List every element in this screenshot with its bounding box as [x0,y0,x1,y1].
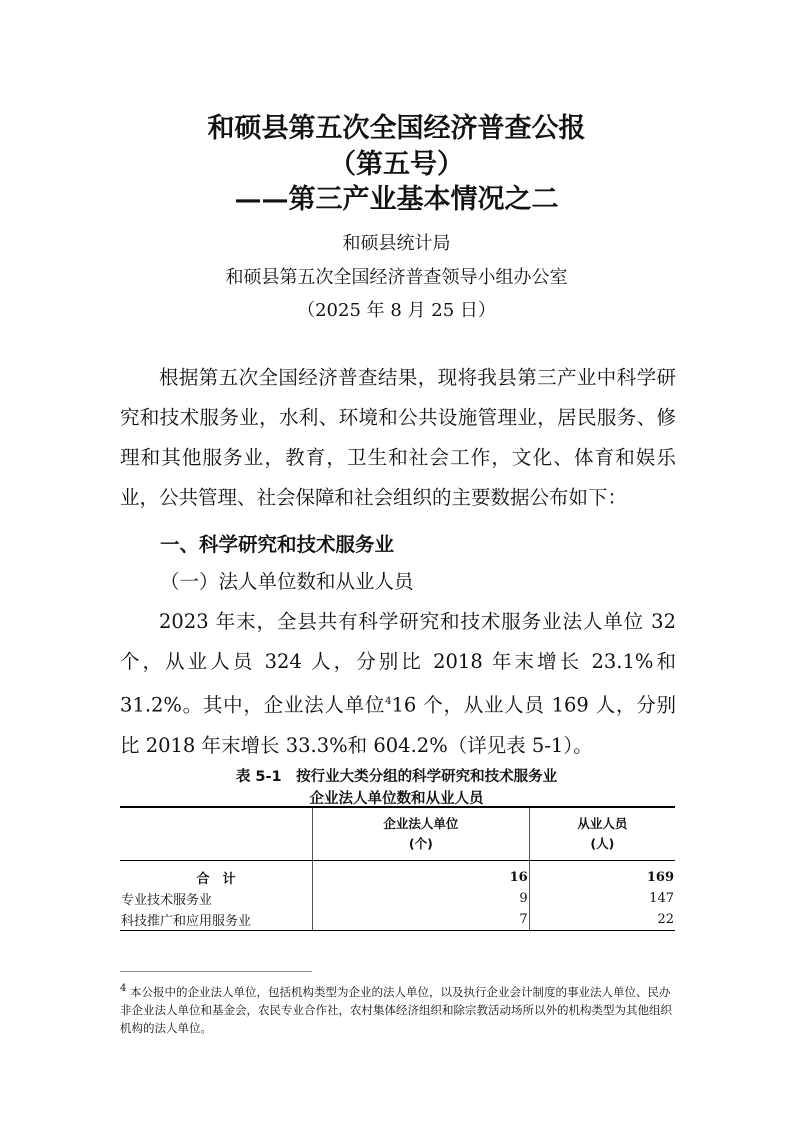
table-title: 表 5-1 按行业大类分组的科学研究和技术服务业 [235,769,558,785]
row-label: 合 计 [196,872,236,887]
table-subtitle: 企业法人单位数和从业人员 [309,791,484,807]
row-label: 专业技术服务业 [121,893,213,908]
issuer-org1: 和硕县统计局 [342,233,451,254]
data-table [120,806,675,931]
table-header-row [120,807,675,861]
intro-paragraph: 根据第五次全国经济普查结果，现将我县第三产业中科学研究和技术服务业，水利、环境和公共设施管理业，居民服务、修理和其他服务业，教育，卫生和社会工作，文化、体育和娱乐业，公共管理、社会保障和社会组织的主要数据公布如下： [120,366,676,509]
table-row [120,909,675,931]
section-heading: 一、科学研究和技术服务业 [160,533,395,556]
para-text: 2023 年末，全县共有科学研究和技术服务业法人单位 32 个，从业人员 324 人，分别比 2018 年末增长 23.1%和 31.2%。其中，企业法人单位 [120,610,676,717]
footnote-ref[interactable]: 4 [385,696,392,707]
para-text: 16 个，从业人员 169 人，分别比 2018 年末增长 33.3%和 604.2%（详见表 5-1）。 [120,693,676,757]
footnote: $^4$ 本公报中的企业法人单位，包括机构类型为企业的法人单位，以及执行企业会计制度的事业法人单位、民办非企业法人单位和基金会，农民专业合作社，农村集体经济组织和除宗教活动场所以外的机构类型为其他组织机构的法人单位。 [120,983,672,1035]
footnote-divider [120,971,312,972]
table-row [120,861,675,889]
table-row [120,888,675,909]
cell-employees: 22 [529,909,675,931]
subsection-heading: （一）法人单位数和从业人员 [160,570,414,593]
cell-employees: 169 [529,861,675,889]
issue-date: （2025 年 8 月 25 日） [297,300,496,321]
row-label: 科技推广和应用服务业 [120,909,313,931]
body-paragraph [120,602,676,766]
header-employees: 从业人员 (人) [529,807,675,861]
cell-employees: 147 [529,888,675,909]
cell-units: 7 [313,909,530,931]
header-blank [120,807,313,861]
header-units: 企业法人单位 (个) [313,807,530,861]
cell-units: 9 [313,888,530,909]
title-line2: （第五号） [329,149,464,180]
issuer-org2: 和硕县第五次全国经济普查领导小组办公室 [225,267,568,288]
title-line3: ——第三产业基本情况之二 [234,184,559,215]
cell-units: 16 [313,861,530,889]
title-line1: 和硕县第五次全国经济普查公报 [207,113,586,144]
